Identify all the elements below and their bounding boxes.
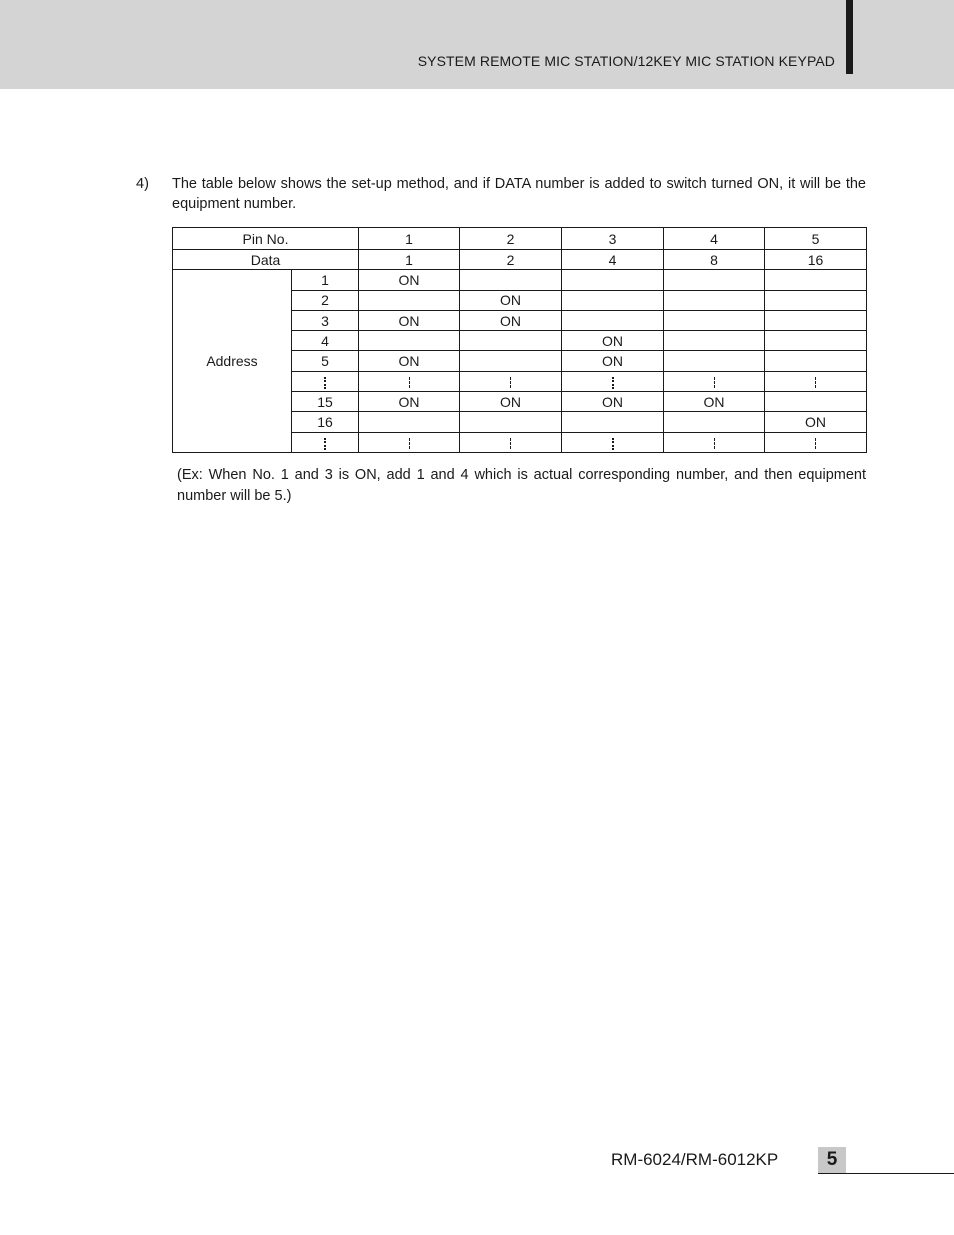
switch-cell: ON bbox=[359, 310, 460, 330]
switch-cell bbox=[765, 290, 867, 310]
intro-number: 4) bbox=[136, 176, 149, 192]
data-cell: 8 bbox=[664, 250, 765, 270]
address-cell: 1 bbox=[292, 270, 359, 290]
vertical-ellipsis-icon bbox=[612, 377, 614, 389]
switch-cell bbox=[359, 331, 460, 351]
switch-cell bbox=[664, 351, 765, 371]
switch-cell bbox=[664, 310, 765, 330]
vertical-ellipsis-icon bbox=[510, 438, 511, 449]
switch-cell bbox=[765, 331, 867, 351]
pin-label: Pin No. bbox=[173, 228, 359, 250]
switch-cell bbox=[765, 310, 867, 330]
switch-cell bbox=[664, 412, 765, 432]
ellipsis-cell bbox=[292, 371, 359, 391]
setup-table bbox=[172, 227, 867, 453]
switch-cell bbox=[765, 392, 867, 412]
ellipsis-cell bbox=[562, 371, 664, 391]
data-cell: 4 bbox=[562, 250, 664, 270]
data-cell: 1 bbox=[359, 250, 460, 270]
header-band bbox=[0, 0, 954, 89]
switch-cell: ON bbox=[460, 310, 562, 330]
ellipsis-cell bbox=[664, 371, 765, 391]
switch-cell bbox=[460, 412, 562, 432]
switch-cell: ON bbox=[359, 270, 460, 290]
address-cell: 15 bbox=[292, 392, 359, 412]
vertical-ellipsis-icon bbox=[409, 438, 410, 449]
page-number: 5 bbox=[818, 1147, 846, 1173]
vertical-ellipsis-icon bbox=[815, 438, 816, 449]
switch-cell: ON bbox=[460, 392, 562, 412]
switch-cell bbox=[562, 412, 664, 432]
ellipsis-cell bbox=[765, 371, 867, 391]
ellipsis-cell bbox=[562, 432, 664, 452]
switch-cell: ON bbox=[562, 392, 664, 412]
switch-cell: ON bbox=[460, 290, 562, 310]
pin-cell: 1 bbox=[359, 228, 460, 250]
switch-cell: ON bbox=[664, 392, 765, 412]
table-row bbox=[173, 270, 867, 290]
switch-cell bbox=[460, 270, 562, 290]
pin-cell: 4 bbox=[664, 228, 765, 250]
switch-cell bbox=[460, 331, 562, 351]
switch-cell bbox=[664, 290, 765, 310]
switch-cell: ON bbox=[359, 392, 460, 412]
header-accent-bar bbox=[846, 0, 853, 74]
ellipsis-cell bbox=[664, 432, 765, 452]
switch-cell bbox=[765, 351, 867, 371]
example-note: (Ex: When No. 1 and 3 is ON, add 1 and 4 which is actual corresponding number, and then equipment number will be 5.) bbox=[177, 467, 866, 504]
switch-cell: ON bbox=[562, 331, 664, 351]
pin-row bbox=[173, 228, 867, 250]
data-cell: 2 bbox=[460, 250, 562, 270]
vertical-ellipsis-icon bbox=[612, 438, 614, 450]
ellipsis-cell bbox=[460, 432, 562, 452]
intro-paragraph bbox=[136, 174, 866, 214]
vertical-ellipsis-icon bbox=[409, 377, 410, 388]
address-cell: 2 bbox=[292, 290, 359, 310]
data-row bbox=[173, 250, 867, 270]
ellipsis-cell bbox=[359, 432, 460, 452]
vertical-ellipsis-icon bbox=[324, 438, 326, 450]
address-cell: 16 bbox=[292, 412, 359, 432]
intro-text: The table below shows the set-up method, and if DATA number is added to switch turned ON, it will be the equipment number. bbox=[172, 176, 866, 212]
pin-cell: 5 bbox=[765, 228, 867, 250]
vertical-ellipsis-icon bbox=[714, 438, 715, 449]
switch-cell bbox=[664, 270, 765, 290]
ellipsis-cell bbox=[765, 432, 867, 452]
ellipsis-cell bbox=[292, 432, 359, 452]
vertical-ellipsis-icon bbox=[510, 377, 511, 388]
address-cell: 3 bbox=[292, 310, 359, 330]
switch-cell: ON bbox=[765, 412, 867, 432]
switch-cell bbox=[562, 270, 664, 290]
switch-cell bbox=[562, 310, 664, 330]
address-label: Address bbox=[173, 270, 292, 453]
pin-cell: 3 bbox=[562, 228, 664, 250]
footer-rule bbox=[818, 1173, 954, 1174]
switch-cell: ON bbox=[359, 351, 460, 371]
switch-cell bbox=[765, 270, 867, 290]
vertical-ellipsis-icon bbox=[714, 377, 715, 388]
switch-cell bbox=[664, 331, 765, 351]
switch-cell bbox=[460, 351, 562, 371]
footer-model-name: RM-6024/RM-6012KP bbox=[611, 1150, 779, 1169]
page-header-title: SYSTEM REMOTE MIC STATION/12KEY MIC STATION KEYPAD bbox=[417, 53, 835, 69]
pin-cell: 2 bbox=[460, 228, 562, 250]
switch-cell bbox=[562, 290, 664, 310]
vertical-ellipsis-icon bbox=[815, 377, 816, 388]
switch-cell: ON bbox=[562, 351, 664, 371]
ellipsis-cell bbox=[359, 371, 460, 391]
address-cell: 5 bbox=[292, 351, 359, 371]
switch-cell bbox=[359, 412, 460, 432]
address-cell: 4 bbox=[292, 331, 359, 351]
data-cell: 16 bbox=[765, 250, 867, 270]
data-label: Data bbox=[173, 250, 359, 270]
vertical-ellipsis-icon bbox=[324, 377, 326, 389]
ellipsis-cell bbox=[460, 371, 562, 391]
switch-cell bbox=[359, 290, 460, 310]
